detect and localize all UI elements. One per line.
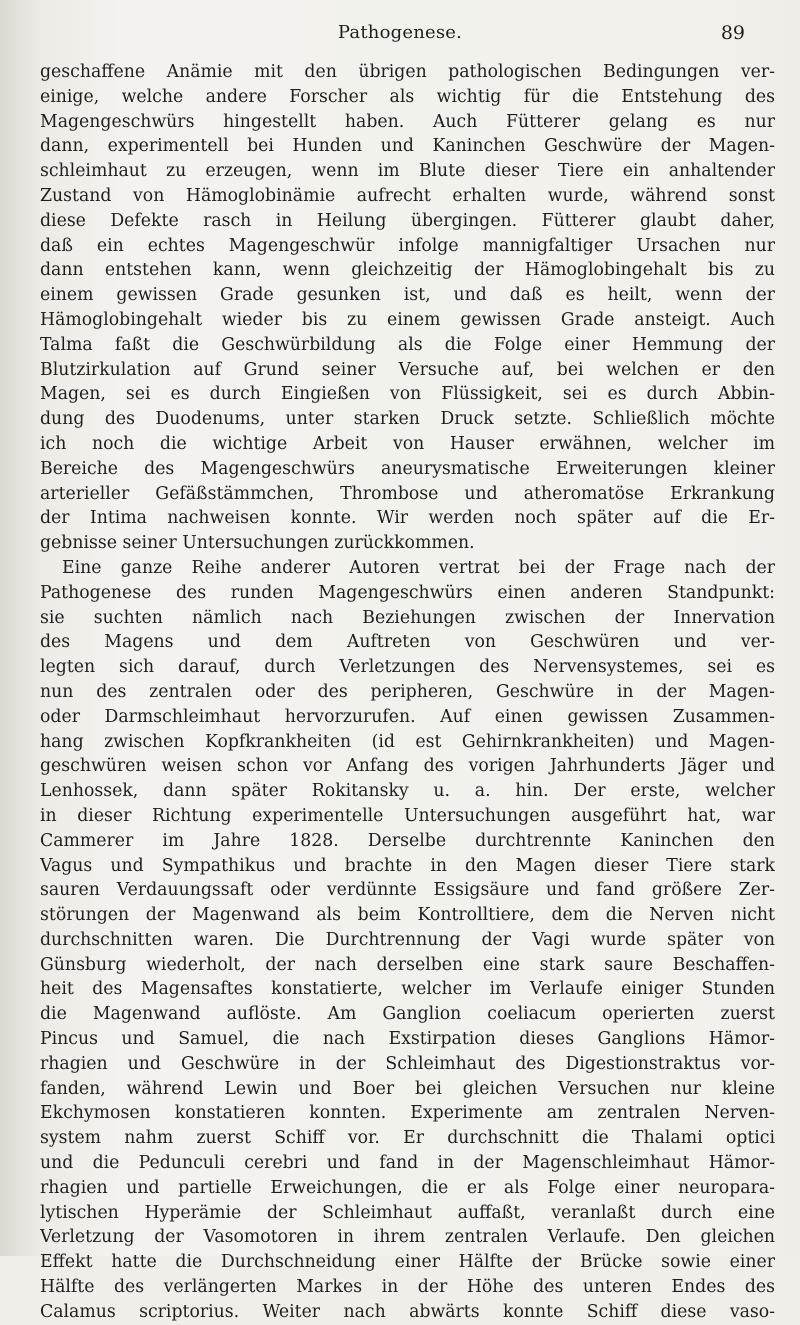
text-line: arterieller Gefäßstämmchen, Thrombose und atheromatöse Erkrankung bbox=[40, 483, 775, 504]
text-line: Effekt hatte die Durchschneidung einer Hälfte der Brücke sowie einer bbox=[40, 1252, 775, 1273]
text-line: legten sich darauf, durch Verletzungen des Nervensystemes, sei es bbox=[40, 657, 775, 678]
text-line: die Magenwand auflöste. Am Ganglion coeliacum operierten zuerst bbox=[40, 1004, 775, 1025]
text-line: ich noch die wichtige Arbeit von Hauser erwähnen, welcher im bbox=[40, 433, 775, 454]
text-line: fanden, während Lewin und Boer bei gleichen Versuchen nur kleine bbox=[40, 1078, 775, 1099]
text-line: hang zwischen Kopfkrankheiten (id est Gehirnkrankheiten) und Magen- bbox=[40, 731, 775, 752]
text-line: Zustand von Hämoglobinämie aufrecht erhalten wurde, während sonst bbox=[40, 185, 775, 206]
text-line: nun des zentralen oder des peripheren, Geschwüre in der Magen- bbox=[40, 681, 775, 702]
text-line: störungen der Magenwand als beim Kontrolltiere, dem die Nerven nicht bbox=[40, 905, 775, 926]
text-line: geschaffene Anämie mit den übrigen pathologischen Bedingungen ver- bbox=[40, 62, 775, 82]
text-line: Pincus und Samuel, die nach Exstirpation dieses Ganglions Hämor- bbox=[40, 1029, 775, 1050]
page-header bbox=[0, 22, 800, 52]
text-line: Hälfte des verlängerten Markes in der Höhe des unteren Endes des bbox=[40, 1277, 775, 1298]
text-line: Calamus scriptorius. Weiter nach abwärts konnte Schiff diese vaso- bbox=[40, 1301, 775, 1322]
running-title: Pathogenese. bbox=[337, 22, 463, 43]
text-line: Bereiche des Magengeschwürs aneurysmatische Erweiterungen kleiner bbox=[40, 458, 775, 479]
text-line: Günsburg wiederholt, der nach derselben eine stark saure Beschaffen- bbox=[40, 954, 775, 975]
text-line: der Intima nachweisen konnte. Wir werden noch später auf die Er- bbox=[40, 508, 775, 529]
text-line: dung des Duodenums, unter starken Druck setzte. Schließlich möchte bbox=[40, 409, 775, 430]
text-line: Verletzung der Vasomotoren in ihrem zentralen Verlaufe. Den gleichen bbox=[40, 1227, 775, 1248]
text-line: und die Pedunculi cerebri und fand in der Magenschleimhaut Hämor- bbox=[40, 1153, 775, 1174]
text-line: Lenhossek, dann später Rokitansky u. a. hin. Der erste, welcher bbox=[40, 781, 775, 802]
page-number: 89 bbox=[720, 22, 745, 44]
text-line: Cammerer im Jahre 1828. Derselbe durchtrennte Kaninchen den bbox=[40, 830, 775, 851]
text-line: rhagien und partielle Erweichungen, die er als Folge einer neuropara- bbox=[40, 1177, 775, 1198]
text-line: Talma faßt die Geschwürbildung als die Folge einer Hemmung der bbox=[40, 334, 775, 355]
text-line: schleimhaut zu erzeugen, wenn im Blute dieser Tiere ein anhaltender bbox=[40, 161, 775, 182]
text-line: in dieser Richtung experimentelle Untersuchungen ausgeführt hat, war bbox=[40, 805, 775, 826]
text-line: dann, experimentell bei Hunden und Kaninchen Geschwüre der Magen- bbox=[40, 136, 775, 157]
text-line: rhagien und Geschwüre in der Schleimhaut des Digestionstraktus vor- bbox=[40, 1053, 775, 1074]
text-line: Eine ganze Reihe anderer Autoren vertrat bei der Frage nach der bbox=[62, 557, 775, 578]
text-line: einige, welche andere Forscher als wichtig für die Entstehung des bbox=[40, 86, 775, 107]
text-line: diese Defekte rasch in Heilung übergingen. Fütterer glaubt daher, bbox=[40, 210, 775, 231]
text-line: Magengeschwürs hingestellt haben. Auch Fütterer gelang es nur bbox=[40, 111, 775, 132]
text-line: Pathogenese des runden Magengeschwürs einen anderen Standpunkt: bbox=[40, 582, 775, 603]
text-line: Magen, sei es durch Eingießen von Flüssigkeit, sei es durch Abbin- bbox=[40, 384, 775, 405]
text-line: oder Darmschleimhaut hervorzurufen. Auf einen gewissen Zusammen- bbox=[40, 706, 775, 727]
text-line: des Magens und dem Auftreten von Geschwüren und ver- bbox=[40, 632, 775, 653]
text-line: durchschnitten waren. Die Durchtrennung der Vagi wurde später von bbox=[40, 929, 775, 950]
text-line: Hämoglobingehalt wieder bis zu einem gewissen Grade ansteigt. Auch bbox=[40, 309, 775, 330]
text-line: sauren Verdauungssaft oder verdünnte Essigsäure und fand größere Zer- bbox=[40, 880, 775, 901]
text-line: sie suchten nämlich nach Beziehungen zwischen der Innervation bbox=[40, 607, 775, 628]
text-line: geschwüren weisen schon vor Anfang des vorigen Jahrhunderts Jäger und bbox=[40, 756, 775, 777]
text-line: system nahm zuerst Schiff vor. Er durchschnitt die Thalami optici bbox=[40, 1128, 775, 1149]
body-text bbox=[40, 60, 775, 1325]
text-line: daß ein echtes Magengeschwür infolge mannigfaltiger Ursachen nur bbox=[40, 235, 775, 256]
text-line: dann entstehen kann, wenn gleichzeitig der Hämoglobingehalt bis zu bbox=[40, 260, 775, 281]
text-line: heit des Magensaftes konstatierte, welcher im Verlaufe einiger Stunden bbox=[40, 979, 775, 1000]
text-line: lytischen Hyperämie der Schleimhaut auffaßt, veranlaßt durch eine bbox=[40, 1202, 775, 1223]
text-line: Blutzirkulation auf Grund seiner Versuche auf, bei welchen er den bbox=[40, 359, 775, 380]
text-line: gebnisse seiner Untersuchungen zurückkommen. bbox=[40, 533, 475, 554]
text-line: Vagus und Sympathikus und brachte in den Magen dieser Tiere stark bbox=[40, 855, 775, 876]
text-line: Ekchymosen konstatieren konnten. Experimente am zentralen Nerven- bbox=[40, 1103, 775, 1124]
text-line: einem gewissen Grade gesunken ist, und daß es heilt, wenn der bbox=[40, 285, 775, 306]
